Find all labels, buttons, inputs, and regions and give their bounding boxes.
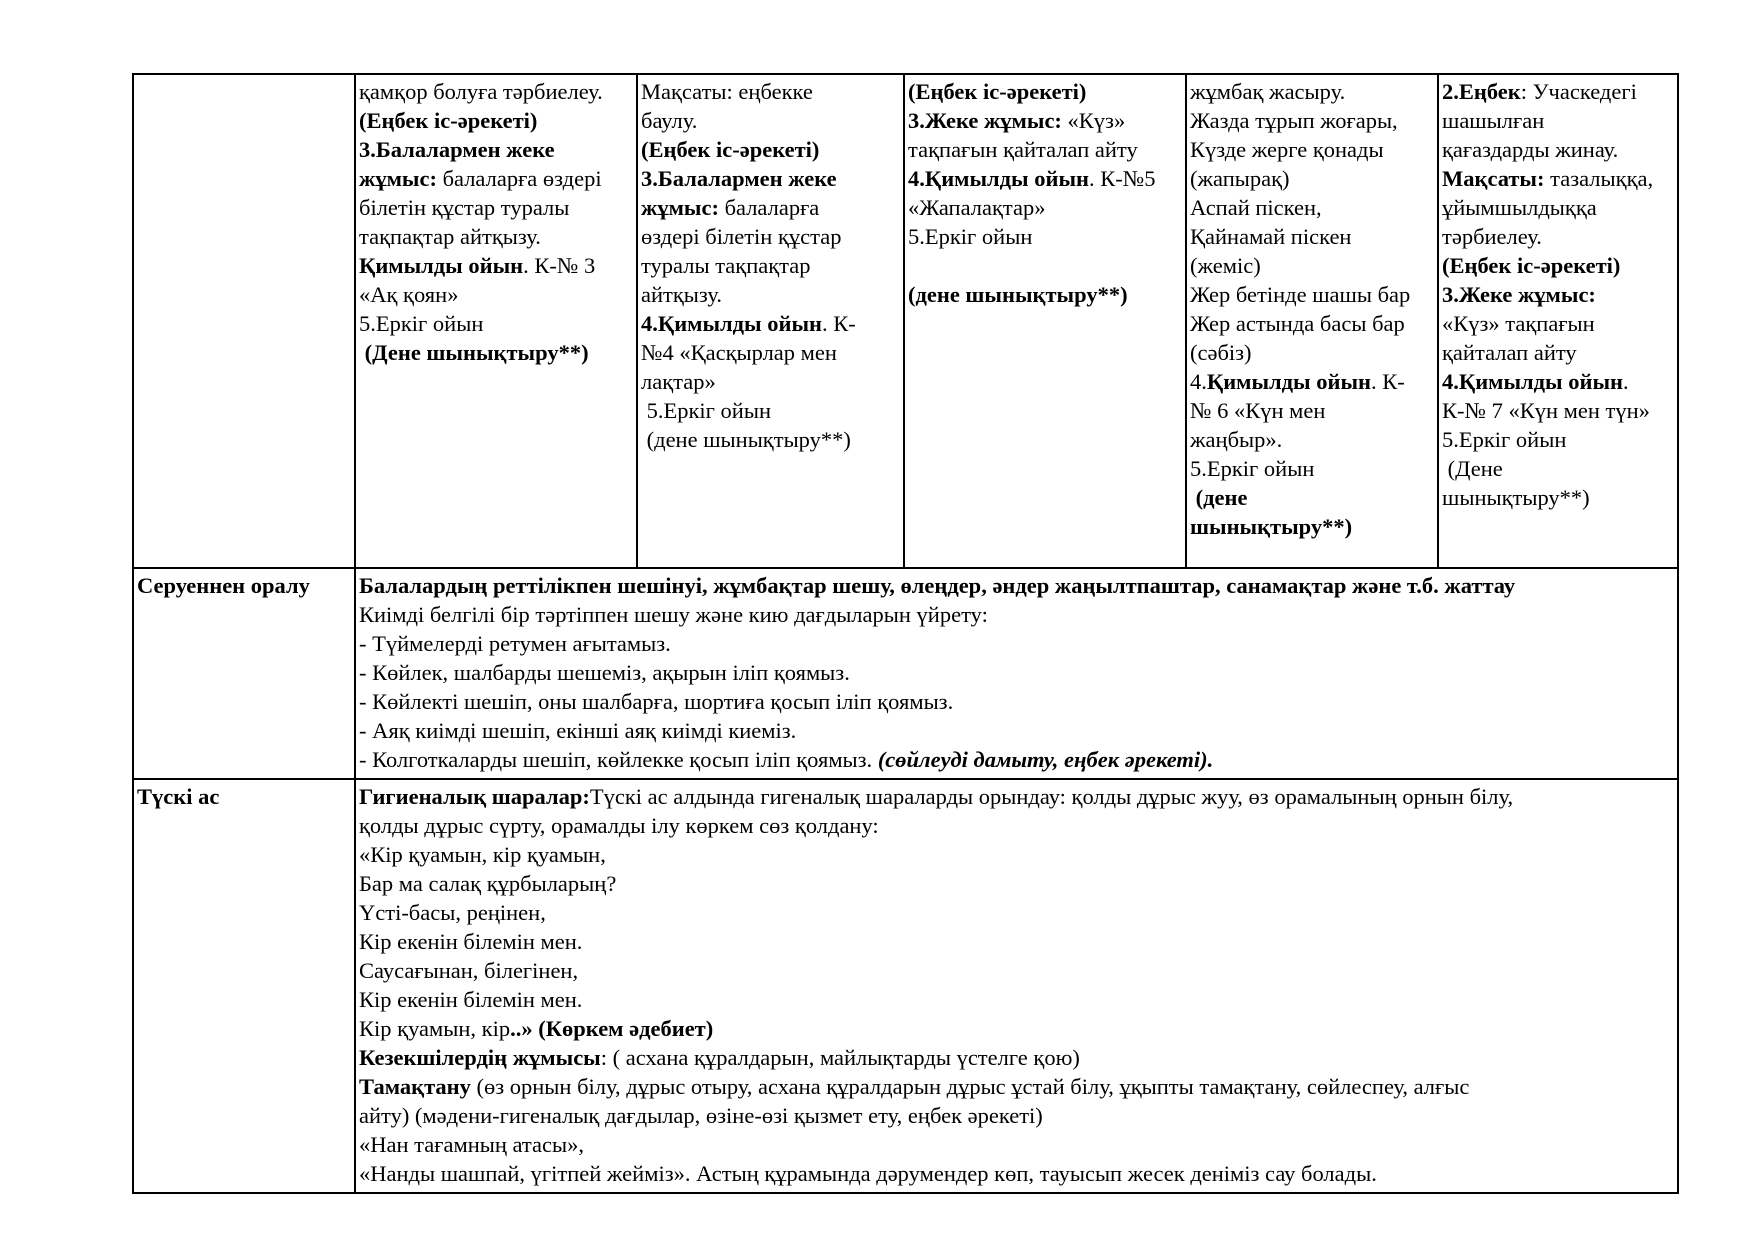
text-run: жұмыс: xyxy=(641,195,719,220)
cell-text xyxy=(359,77,634,367)
text-run: № 6 «Күн мен xyxy=(1190,398,1326,423)
text-line xyxy=(1442,454,1675,483)
text-line xyxy=(1442,164,1675,193)
text-line xyxy=(1442,251,1675,280)
text-run: . К-№ 3 xyxy=(523,253,596,278)
text-run: (жапырақ) xyxy=(1190,166,1290,191)
text-run: (Еңбек іс-әрекеті) xyxy=(359,108,538,133)
text-run: - Көйлекті шешіп, оны шалбарға, шортиға қосып іліп қоямыз. xyxy=(359,689,954,714)
text-run: Мақсаты: еңбекке xyxy=(641,79,813,104)
text-run: 4.Қимылды ойын xyxy=(641,311,822,336)
text-line xyxy=(359,782,1675,811)
text-line xyxy=(359,658,1675,687)
text-line xyxy=(1442,77,1675,106)
text-run: жұмыс: xyxy=(359,166,437,191)
table-cell xyxy=(355,779,1678,1193)
text-run: (Еңбек іс-әрекеті) xyxy=(641,137,820,162)
row-label-cell xyxy=(133,74,355,568)
text-line xyxy=(641,367,901,396)
text-run: Үсті-басы, реңінен, xyxy=(359,900,546,925)
text-line xyxy=(641,106,901,135)
text-run: . К- xyxy=(1371,369,1405,394)
text-line xyxy=(641,222,901,251)
text-line xyxy=(1442,338,1675,367)
text-run: қолды дұрыс сүрту, орамалды ілу көркем сөз қолдану: xyxy=(359,813,879,838)
text-line xyxy=(359,106,634,135)
text-run: Кезекшілердің жұмысы xyxy=(359,1045,601,1070)
row-label-cell xyxy=(133,779,355,1193)
text-line xyxy=(359,135,634,164)
cell-text xyxy=(641,77,901,454)
text-run: Тамақтану xyxy=(359,1074,471,1099)
text-run: . К-№5 xyxy=(1089,166,1156,191)
text-run: №4 «Қасқырлар мен xyxy=(641,340,837,365)
text-run: Қимылды ойын xyxy=(1206,369,1371,394)
text-line xyxy=(359,927,1675,956)
text-line xyxy=(1190,454,1435,483)
row-label-cell xyxy=(133,568,355,779)
text-run: білетін құстар туралы xyxy=(359,195,570,220)
text-line xyxy=(359,716,1675,745)
table-cell xyxy=(355,74,637,568)
text-run: лақтар» xyxy=(641,369,716,394)
text-run: тәрбиелеу. xyxy=(1442,224,1542,249)
text-line xyxy=(1190,106,1435,135)
text-run: 3.Балалармен жеке xyxy=(641,166,837,191)
text-line xyxy=(359,985,1675,1014)
text-line xyxy=(641,251,901,280)
text-line xyxy=(641,396,901,425)
text-run: Жер астында басы бар xyxy=(1190,311,1405,336)
text-run: «Нанды шашпай, үгітпей жейміз». Астың құрамында дәрумендер көп, тауысып жесек деніміз сау болады. xyxy=(359,1161,1377,1186)
cell-text xyxy=(359,782,1675,1188)
text-run: «Кір қуамын, кір қуамын, xyxy=(359,842,606,867)
text-run: айту) (мәдени-гигеналық дағдылар, өзіне-өзі қызмет ету, еңбек әрекеті) xyxy=(359,1103,1043,1128)
text-line xyxy=(1190,512,1435,541)
text-run: . К- xyxy=(822,311,856,336)
text-run: - Түймелерді ретумен ағытамыз. xyxy=(359,631,671,656)
text-run: : ( асхана құралдарын, майлықтарды үстелге қою) xyxy=(600,1045,1080,1070)
text-line xyxy=(1190,338,1435,367)
text-run: жаңбыр». xyxy=(1190,427,1283,452)
text-line xyxy=(359,164,634,193)
text-run: 2.Еңбек xyxy=(1442,79,1521,104)
table-row xyxy=(133,74,1678,568)
text-run: - Көйлек, шалбарды шешеміз, ақырын іліп қоямыз. xyxy=(359,660,850,685)
text-line xyxy=(359,77,634,106)
text-run: (дене xyxy=(1190,485,1248,510)
row-label: Серуеннен оралу xyxy=(137,573,310,598)
text-run: «Жапалақтар» xyxy=(908,195,1046,220)
text-line xyxy=(1190,396,1435,425)
text-line xyxy=(359,251,634,280)
text-line xyxy=(359,222,634,251)
text-line xyxy=(908,164,1183,193)
text-line xyxy=(1190,309,1435,338)
text-line xyxy=(359,629,1675,658)
text-run: балаларға xyxy=(718,195,820,220)
text-run: Кір қуамын, кір xyxy=(359,1016,511,1041)
text-line xyxy=(641,309,901,338)
text-line xyxy=(359,811,1675,840)
text-run: шашылған xyxy=(1442,108,1545,133)
text-run: Киімді белгілі бір тәртіппен шешу және кию дағдыларын үйрету: xyxy=(359,602,988,627)
cell-text xyxy=(359,571,1675,774)
text-run: туралы тақпақтар xyxy=(641,253,811,278)
text-line xyxy=(359,745,1675,774)
text-run: Қайнамай піскен xyxy=(1190,224,1352,249)
text-run: 3.Жеке жұмыс: xyxy=(908,108,1062,133)
text-line xyxy=(359,1014,1675,1043)
text-line xyxy=(1442,483,1675,512)
table-cell xyxy=(355,568,1678,779)
text-run: . xyxy=(1623,369,1629,394)
text-line xyxy=(1442,309,1675,338)
table-row xyxy=(133,568,1678,779)
text-run: 3.Балалармен жеке xyxy=(359,137,555,162)
text-run: «Күз» xyxy=(1061,108,1126,133)
text-run: (Дене xyxy=(1442,456,1503,481)
text-run: өздері білетін құстар xyxy=(641,224,842,249)
text-line xyxy=(1190,280,1435,309)
table-row xyxy=(133,779,1678,1193)
text-line xyxy=(1442,425,1675,454)
table-cell xyxy=(637,74,904,568)
text-run: шынықтыру**) xyxy=(1442,485,1590,510)
plan-table xyxy=(132,73,1679,1194)
cell-text xyxy=(1442,77,1675,512)
text-run: (Дене шынықтыру**) xyxy=(359,340,589,365)
text-line xyxy=(359,956,1675,985)
text-line xyxy=(359,869,1675,898)
text-line xyxy=(908,77,1183,106)
text-run: (дене шынықтыру**) xyxy=(908,282,1128,307)
text-line xyxy=(641,338,901,367)
text-line xyxy=(1442,106,1675,135)
text-line xyxy=(641,193,901,222)
text-run: қайталап айту xyxy=(1442,340,1577,365)
text-line xyxy=(641,164,901,193)
text-run: балаларға өздері xyxy=(436,166,602,191)
text-run: қамқор болуға тәрбиелеу. xyxy=(359,79,603,104)
text-line xyxy=(908,193,1183,222)
text-run: Бар ма салақ құрбыларың? xyxy=(359,871,617,896)
text-run: 4.Қимылды ойын xyxy=(1442,369,1623,394)
text-run: 5.Еркіг ойын xyxy=(1190,456,1315,481)
text-run: Мақсаты: xyxy=(1442,166,1545,191)
text-run: ұйымшылдыққа xyxy=(1442,195,1597,220)
text-line xyxy=(359,1130,1675,1159)
text-line xyxy=(359,309,634,338)
text-line xyxy=(1190,425,1435,454)
text-line xyxy=(359,600,1675,629)
text-run: «Күз» тақпағын xyxy=(1442,311,1595,336)
text-run: - Аяқ киімді шешіп, екінші аяқ киімді киеміз. xyxy=(359,718,797,743)
text-run: тақпақтар айтқызу. xyxy=(359,224,541,249)
text-run: 5.Еркіг ойын xyxy=(359,311,484,336)
text-run: тазалыққа, xyxy=(1544,166,1654,191)
text-run: «Ақ қоян» xyxy=(359,282,459,307)
text-line xyxy=(1190,251,1435,280)
text-run: қағаздарды жинау. xyxy=(1442,137,1619,162)
text-line xyxy=(908,280,1183,309)
text-run: шынықтыру**) xyxy=(1190,514,1353,539)
text-run: 3.Жеке жұмыс: xyxy=(1442,282,1596,307)
text-run: (Еңбек іс-әрекеті) xyxy=(908,79,1087,104)
text-line xyxy=(359,1101,1675,1130)
text-run: 5.Еркіг ойын xyxy=(1442,427,1567,452)
text-line xyxy=(1442,135,1675,164)
text-line xyxy=(359,1159,1675,1188)
text-run: (сөйлеуді дамыту, еңбек әрекеті). xyxy=(877,747,1214,772)
text-run: ..» (Көркем әдебиет) xyxy=(510,1016,714,1041)
cell-text xyxy=(908,77,1183,309)
table-cell xyxy=(1438,74,1678,568)
text-run: : Учаскедегі xyxy=(1520,79,1637,104)
text-line xyxy=(1442,222,1675,251)
text-run: Саусағынан, білегінен, xyxy=(359,958,579,983)
text-run: Түскі ас алдында гигеналық шараларды орындау: қолды дұрыс жуу, өз орамалының орнын білу, xyxy=(589,784,1514,809)
text-line xyxy=(641,280,901,309)
text-line xyxy=(1442,193,1675,222)
text-line xyxy=(908,135,1183,164)
text-line xyxy=(908,222,1183,251)
text-run: (Еңбек іс-әрекеті) xyxy=(1442,253,1621,278)
table-cell xyxy=(1186,74,1438,568)
text-run: (сәбіз) xyxy=(1190,340,1252,365)
text-run: тақпағын қайталап айту xyxy=(908,137,1138,162)
text-run: К-№ 7 «Күн мен түн» xyxy=(1442,398,1650,423)
text-run: - Колготкаларды шешіп, көйлекке қосып іліп қоямыз. xyxy=(359,747,878,772)
text-run: Күзде жерге қонады xyxy=(1190,137,1384,162)
text-line xyxy=(359,1043,1675,1072)
text-line xyxy=(359,898,1675,927)
text-line xyxy=(359,338,634,367)
text-line xyxy=(1190,77,1435,106)
text-line xyxy=(1442,280,1675,309)
text-run: Қимылды ойын xyxy=(359,253,524,278)
text-run: 5.Еркіг ойын xyxy=(908,224,1033,249)
text-line xyxy=(1190,164,1435,193)
text-line xyxy=(1190,483,1435,512)
text-run: Гигиеналық шаралар: xyxy=(359,784,590,809)
text-line xyxy=(641,77,901,106)
text-run: Кір екенін білемін мен. xyxy=(359,987,583,1012)
text-line xyxy=(359,280,634,309)
text-run: 5.Еркіг ойын xyxy=(641,398,771,423)
text-line xyxy=(1442,396,1675,425)
text-run: Жер бетінде шашы бар xyxy=(1190,282,1411,307)
text-line xyxy=(1442,367,1675,396)
text-line xyxy=(908,251,1183,280)
text-run: баулу. xyxy=(641,108,698,133)
text-run: Кір екенін білемін мен. xyxy=(359,929,583,954)
text-line xyxy=(1190,193,1435,222)
text-run: «Нан тағамның атасы», xyxy=(359,1132,584,1157)
text-run xyxy=(908,253,914,278)
text-line xyxy=(1190,222,1435,251)
text-line xyxy=(359,1072,1675,1101)
text-run: (дене шынықтыру**) xyxy=(641,427,851,452)
text-line xyxy=(359,840,1675,869)
text-line xyxy=(1190,367,1435,396)
text-line xyxy=(641,425,901,454)
text-line xyxy=(1190,135,1435,164)
text-run: Жазда тұрып жоғары, xyxy=(1190,108,1398,133)
text-line xyxy=(359,571,1675,600)
text-run: (жеміс) xyxy=(1190,253,1261,278)
text-run: Балалардың реттілікпен шешінуі, жұмбақтар шешу, өлеңдер, әндер жаңылтпаштар, санамақтар және т.б. жаттау xyxy=(359,573,1516,598)
table-cell xyxy=(904,74,1186,568)
text-line xyxy=(908,106,1183,135)
text-run: Аспай піскен, xyxy=(1190,195,1322,220)
cell-text xyxy=(1190,77,1435,541)
text-run: (өз орнын білу, дұрыс отыру, асхана құралдарын дұрыс ұстай білу, ұқыпты тамақтану, сөйлеспеу, алғыс xyxy=(470,1074,1470,1099)
text-run: айтқызу. xyxy=(641,282,722,307)
row-label: Түскі ас xyxy=(137,784,220,809)
text-line xyxy=(359,193,634,222)
text-run: 4. xyxy=(1190,369,1207,394)
text-run: жұмбақ жасыру. xyxy=(1190,79,1346,104)
text-line xyxy=(359,687,1675,716)
text-line xyxy=(641,135,901,164)
text-run: 4.Қимылды ойын xyxy=(908,166,1089,191)
